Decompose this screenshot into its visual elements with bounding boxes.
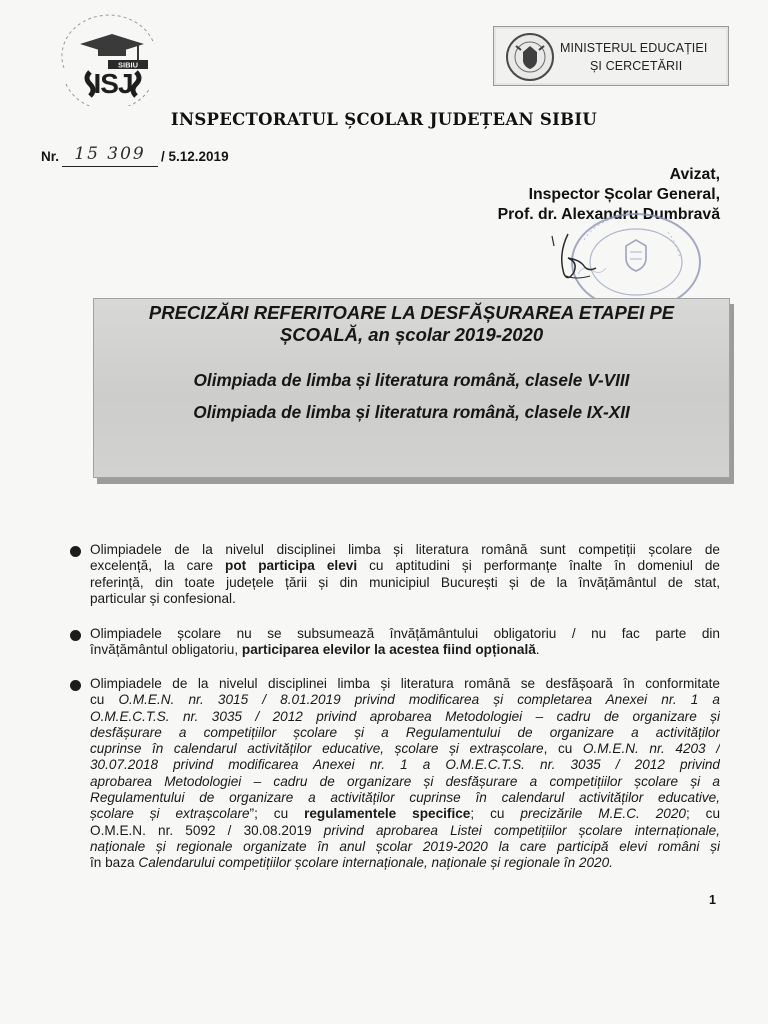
paragraph-line: aprobarea Metodologiei – cadru de organizare și desfășurare a competițiilor școlare și a <box>90 773 720 789</box>
approval-label: Avizat, <box>669 166 720 183</box>
paragraph-line: excelență, la care pot participa elevi cu aptitudini și performanțe înalte în domeniul de <box>90 558 720 574</box>
ministry-name-line2: ȘI CERCETĂRII <box>590 59 683 73</box>
title-line-1: PRECIZĂRI REFERITOARE LA DESFĂȘURAREA ETAPEI PE <box>148 302 675 323</box>
bullet-icon <box>70 630 81 641</box>
isj-logo-letters: ISJ <box>93 68 133 99</box>
registration-prefix: Nr. <box>41 149 60 164</box>
registration-date: / 5.12.2019 <box>161 149 229 164</box>
registration-number-field <box>62 146 158 167</box>
approval-role: Inspector Școlar General, <box>528 186 720 203</box>
emphasis-can-participate: pot participa elevi <box>225 558 358 574</box>
ministry-name-line1: MINISTERUL EDUCAȚIEI <box>560 41 708 55</box>
approval-name: Prof. dr. Alexandru Dumbravă <box>497 206 720 223</box>
bullet-icon <box>70 680 81 691</box>
registration-handwritten-number: 15 309 <box>74 144 146 164</box>
subtitle-grades-9-12: Olimpiada de limba și literatura română, clasele IX-XII <box>193 402 630 422</box>
inspectorate-heading: INSPECTORATUL ȘCOLAR JUDEȚEAN SIBIU <box>170 110 598 129</box>
bullet-icon <box>70 546 81 557</box>
title-line-2: ȘCOALĂ, an școlar 2019-2020 <box>279 324 544 345</box>
paragraph-line: Olimpiadele de la nivelul disciplinei limba și literatura română sunt competiții școlare de <box>90 542 720 557</box>
page-number: 1 <box>709 893 716 907</box>
paragraph-line: referință, din toate județele țării și din municipiul București și de la învățământul de stat, <box>90 574 720 590</box>
paragraph-line: școlare și extrașcolare”; cu regulamentele specifice; cu precizările M.E.C. 2020; cu <box>90 806 720 822</box>
paragraph-optional-participation <box>90 626 720 659</box>
isj-logo-city: SIBIU <box>117 60 139 70</box>
paragraph-line: desfășurare a competițiilor școlare și a Regulamentului de organizare a activităților <box>90 724 720 740</box>
paragraph-line: naționale și regionale organizate în anul școlar 2019-2020 la care participă elevi români și <box>90 838 720 854</box>
paragraph-line: cuprinse în calendarul activităților educative, școlare și extrașcolare, cu O.M.E.N. nr. 4203 / <box>90 741 720 757</box>
paragraph-line: în baza Calendarului competițiilor școlare internaționale, naționale și regionale în 2020. <box>90 855 613 871</box>
paragraph-line: cu O.M.E.N. nr. 3015 / 8.01.2019 privind modificarea și completarea Anexei nr. 1 a <box>90 692 720 708</box>
isj-sibiu-logo <box>50 14 168 106</box>
paragraph-line: învățământul obligatoriu, participarea elevilor la acestea fiind opțională. <box>90 642 540 658</box>
paragraph-olympiad-definition <box>90 542 720 607</box>
paragraph-line: O.M.E.C.T.S. nr. 3035 / 2012 privind aprobarea Metodologiei – cadru de organizare și <box>90 708 720 724</box>
paragraph-line: Olimpiadele de la nivelul disciplinei limba și literatura română se desfășoară în conformitate <box>90 676 720 691</box>
ministry-header <box>493 26 729 86</box>
registration-number <box>41 146 229 167</box>
paragraph-line: particular și confesional. <box>90 590 236 606</box>
document-title-box <box>93 298 730 478</box>
handwritten-signature <box>546 228 606 288</box>
subtitle-grades-5-8: Olimpiada de limba și literatura română, clasele V-VIII <box>193 370 630 390</box>
paragraph-line: O.M.E.N. nr. 5092 / 30.08.2019 privind aprobarea Listei competițiilor școlare internaționale, <box>90 822 720 838</box>
paragraph-line: 30.07.2018 privind modificarea Anexei nr. 1 a O.M.E.C.T.S. nr. 3035 / 2012 privind <box>90 757 720 773</box>
emphasis-specific-regulations: regulamentele specifice <box>304 806 471 822</box>
paragraph-legal-basis <box>90 676 720 872</box>
romanian-government-emblem-icon <box>504 31 556 83</box>
paragraph-line: Regulamentului de organizare a activităților cuprinse în calendarul activităților educative, <box>90 790 720 806</box>
emphasis-optional: participarea elevilor la acestea fiind opțională <box>241 642 536 658</box>
paragraph-line: Olimpiadele școlare nu se subsumează învățământului obligatoriu / nu fac parte din <box>90 626 720 641</box>
